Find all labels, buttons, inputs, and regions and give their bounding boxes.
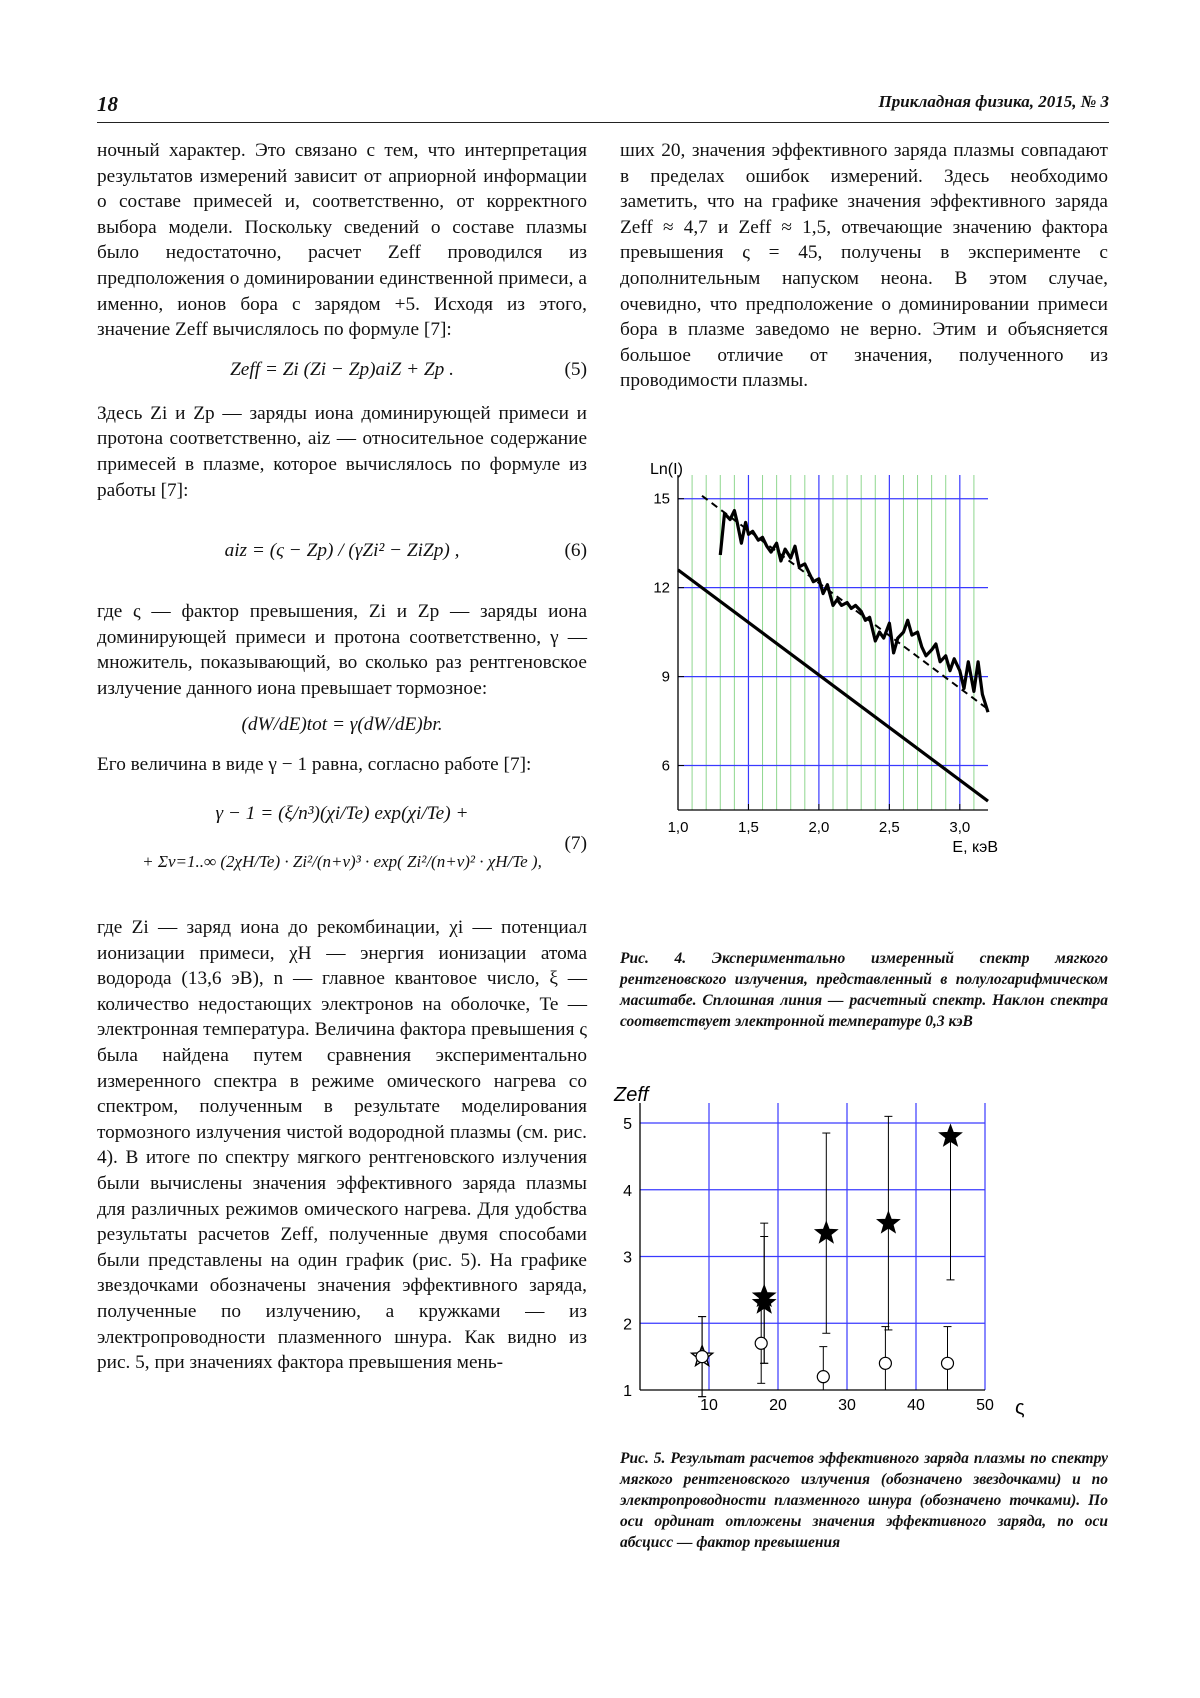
equation-5-text: Zeff = Zi (Zi − Zp)aiZ + Zp . — [230, 358, 454, 380]
equation-5-number: (5) — [564, 358, 587, 380]
circle-marker — [755, 1337, 767, 1349]
equation-7-line-2: + Σν=1..∞ (2χH/Te) · Zi²/(n+ν)³ · exp( Zi²/(n+ν)² · χH/Te ), — [142, 851, 542, 871]
equation-7-number: (7) — [564, 833, 587, 855]
x-tick-label: 40 — [907, 1397, 925, 1414]
y-tick-label: 1 — [623, 1383, 632, 1400]
equation-7 — [97, 791, 587, 901]
x-tick-label: 20 — [769, 1397, 787, 1414]
x-axis-label: E, кэВ — [952, 839, 998, 856]
equation-tot — [97, 712, 587, 742]
figure-4-chart — [610, 455, 1110, 930]
paragraph: Его величина в виде γ − 1 равна, согласно работе [7]: — [97, 753, 532, 775]
x-tick-label: 30 — [838, 1397, 856, 1414]
paragraph: где ς — фактор превышения, Zi и Zp — заряды иона доминирующей примеси и протона соответственно, γ — множитель, показывающий, во сколько раз рентгеновское излучение данного иона превышает тормозное: — [97, 601, 587, 699]
circle-marker — [942, 1357, 954, 1369]
paragraph: ших 20, значения эффективного заряда плазмы совпадают в пределах ошибок измерений. Здесь необходимо заметить, что на графике значения эффективного заряда Zeff ≈ 4,7 и Zeff ≈ 1,5, отвечающие значению фактора превышения ς = 45, получены в эксперименте с дополнительным напуском неона. В этом случае, очевидно, что предположение о доминировании примеси бора в плазме заведомо не верно. Этим и объясняется большое отличие от значения, полученного из проводимости плазмы. — [620, 140, 1108, 392]
figure-5-caption: Рис. 5. Результат расчетов эффективного заряда плазмы по спектру мягкого рентгеновского излучения (обозначено звездочками) и по электропроводности плазменного шнура (обозначено точками). По оси ординат отложены значения эффективного заряда, по оси абсцисс — фактор превышения — [620, 1450, 1108, 1551]
x-tick-label: 50 — [976, 1397, 994, 1414]
page-number: 18 — [97, 92, 118, 116]
figure-5-chart — [610, 1085, 1110, 1430]
y-axis-label: Zeff — [614, 1085, 649, 1106]
y-tick-label: 5 — [623, 1116, 632, 1134]
paragraph: где Zi — заряд иона до рекомбинации, χi — потенциал ионизации примеси, χH — энергия ионизации атома водорода (13,6 эВ), n — главное квантовое число, ξ — количество недостающих электронов на оболочке, Te — электронная температура. Величина фактора превышения ς была найдена путем сравнения экспериментально измеренного спектра в режиме омического нагрева со спектром, полученным в результате моделирования тормозного излучения чистой водородной плазмы (см. рис. 4). В итоге по спектру мягкого рентгеновского излучения были вычислены значения эффективного заряда плазмы для различных режимов омического нагрева. Для удобства результаты расчетов Zeff, полученные двумя способами были представлены на один график (рис. 5). На графике звездочками обозначены значения эффективного заряда, полученные по излучению, а кружками — из электропроводности плазменного шнура. Как видно из рис. 5, при значениях фактора превышения мень- — [97, 917, 587, 1374]
x-tick-label: 3,0 — [949, 819, 971, 836]
equation-6-number: (6) — [564, 540, 587, 562]
equation-5 — [97, 357, 587, 387]
equation-7-line-1: γ − 1 = (ξ/n³)(χi/Te) exp(χi/Te) + — [215, 803, 469, 825]
circle-marker — [879, 1357, 891, 1369]
y-tick-label: 12 — [653, 579, 670, 597]
y-tick-label: 2 — [623, 1316, 632, 1334]
x-tick-label: 1,0 — [667, 819, 689, 836]
y-tick-label: 15 — [653, 490, 670, 508]
y-tick-label: 6 — [661, 757, 670, 775]
figure-4-caption: Рис. 4. Экспериментально измеренный спектр мягкого рентгеновского излучения, представленный в полулогарифмическом масштабе. Сплошная линия — расчетный спектр. Наклон спектра соответствует электронной температуре 0,3 кэВ — [620, 950, 1108, 1030]
x-axis-label: ς — [1015, 1397, 1025, 1419]
circle-marker — [817, 1371, 829, 1383]
page-header — [97, 92, 1109, 123]
x-tick-label: 2,5 — [878, 819, 900, 836]
circle-marker — [696, 1351, 708, 1363]
x-tick-label: 1,5 — [738, 819, 759, 836]
y-axis-label: Ln(I) — [650, 461, 683, 478]
equation-6 — [97, 523, 587, 579]
left-column — [97, 138, 587, 1376]
journal-title: Прикладная физика, 2015, № 3 — [878, 92, 1109, 111]
y-tick-label: 4 — [623, 1182, 632, 1200]
paragraph: ночный характер. Это связано с тем, что интерпретация результатов измерений зависит от априорной информации о составе примесей и, соответственно, от корректного выбора модели. Поскольку сведений о составе плазмы было недостаточно, расчет Zeff проводился из предположения о доминировании единственной примеси, а именно, ионов бора с зарядом +5. Исходя из этого, значение Zeff вычислялось по формуле [7]: — [97, 140, 587, 341]
equation-tot-text: (dW/dE)tot = γ(dW/dE)br. — [241, 713, 443, 735]
x-tick-label: 2,0 — [808, 819, 830, 836]
data-line — [720, 511, 988, 713]
paragraph: Здесь Zi и Zp — заряды иона доминирующей примеси и протона соответственно, aiz — относительное содержание примесей в плазме, которое вычислялось по формуле из работы [7]: — [97, 402, 587, 501]
x-tick-label: 10 — [700, 1397, 718, 1414]
right-column — [620, 138, 1108, 394]
y-tick-label: 3 — [623, 1249, 632, 1267]
equation-6-text: aiz = (ς − Zp) / (γZi² − ZiZp) , — [224, 540, 460, 562]
y-tick-label: 9 — [661, 668, 670, 686]
